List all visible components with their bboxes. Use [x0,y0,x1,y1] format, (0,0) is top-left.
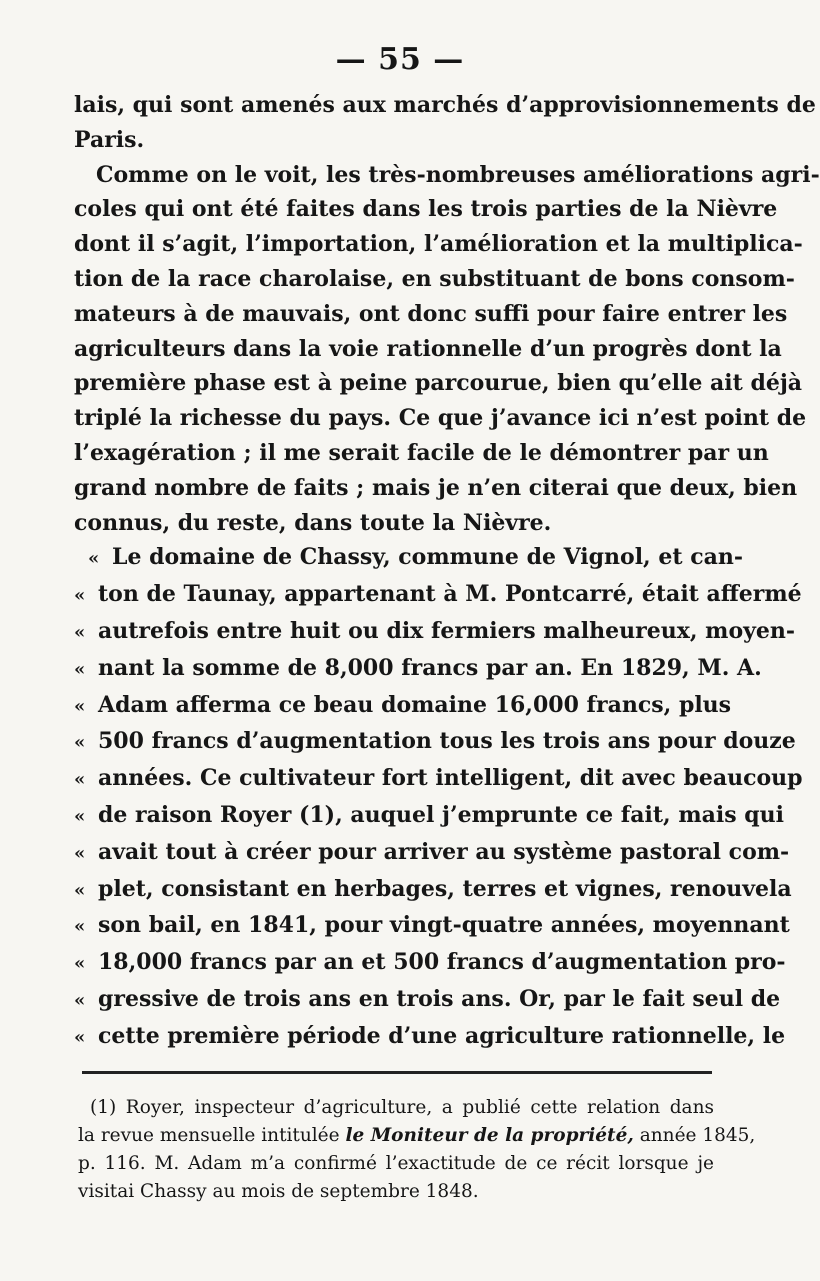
guillemet-mark: « [74,658,86,680]
guillemet-mark: « [74,953,86,975]
quote-line-text: Adam afferma ce beau domaine 16,000 francs, plus [98,691,732,718]
quote-line [74,577,802,614]
guillemet-mark: « [74,842,86,864]
page-number: — 55 — [335,42,465,77]
quote-line-text: plet, consistant en herbages, terres et vignes, renouvela [98,875,792,902]
quote-line-text: années. Ce cultivateur fort intelligent, dit avec beaucoup [98,765,803,792]
quote-line-text: Le domaine de Chassy, commune de Vignol, et can- [112,544,743,571]
footnote-line: p. 116. M. Adam m’a confirmé l’exactitude de ce récit lorsque je [78,1153,714,1174]
quote-line-text: autrefois entre huit ou dix fermiers malheureux, moyen- [98,617,796,644]
quote-line-text: 18,000 francs par an et 500 francs d’augmentation pro- [98,949,786,976]
text-line: triplé la richesse du pays. Ce que j’avance ici n’est point de [74,405,807,432]
quote-line-text: gressive de trois ans en trois ans. Or, par le fait seul de [98,985,781,1012]
quote-line [74,982,781,1019]
text-line: première phase est à peine parcourue, bien qu’elle ait déjà [74,370,803,397]
quote-line-text: son bail, en 1841, pour vingt-quatre années, moyennant [98,912,790,939]
footnote-line: visitai Chassy au mois de septembre 1848. [78,1181,479,1202]
footnote-divider [82,1071,712,1074]
guillemet-mark: « [88,548,100,570]
quote-line [74,614,796,651]
quote-line [74,651,762,688]
quotation [74,540,803,1055]
quote-line [74,688,732,725]
quote-line-text: cette première période d’une agriculture rationnelle, le [98,1022,786,1049]
quote-line [74,1019,786,1056]
footnote-line [78,1122,756,1150]
footnote [78,1094,756,1206]
text-line: lais, qui sont amenés aux marchés d’approvisionnements de [74,92,816,118]
quote-line-text: ton de Taunay, appartenant à M. Pontcarré, était affermé [98,581,802,608]
text-line: mateurs à de mauvais, ont donc suffi pour faire entrer les [74,300,788,327]
footnote-line: (1) Royer, inspecteur d’agriculture, a publié cette relation dans [90,1097,714,1118]
text-line: tion de la race charolaise, en substituant de bons consom- [74,265,795,292]
footnote-text: année 1845, [633,1125,756,1146]
quote-line-text: de raison Royer (1), auquel j’emprunte ce fait, mais qui [98,801,784,828]
text-line: connus, du reste, dans toute la Nièvre. [74,509,552,536]
text-line: l’exagération ; il me serait facile de le démontrer par un [74,439,769,466]
quote-line [74,724,796,761]
guillemet-mark: « [74,695,86,717]
guillemet-mark: « [74,769,86,791]
quote-line [74,908,790,945]
footnote-text: la revue mensuelle intitulée [78,1125,346,1146]
text-line: dont il s’agit, l’importation, l’amélioration et la multiplica- [74,231,803,258]
guillemet-mark: « [74,732,86,754]
quote-line [74,761,803,798]
guillemet-mark: « [74,805,86,827]
guillemet-mark: « [74,585,86,607]
guillemet-mark: « [74,1026,86,1048]
guillemet-mark: « [74,621,86,643]
text-line: coles qui ont été faites dans les trois parties de la Nièvre [74,196,778,223]
text-line: Comme on le voit, les très-nombreuses améliorations agri- [96,161,820,188]
quote-line-text: nant la somme de 8,000 francs par an. En 1829, M. A. [98,654,762,681]
quote-line [74,872,792,909]
main-text [74,88,820,1056]
quote-line-text: 500 francs d’augmentation tous les trois ans pour douze [98,728,796,755]
quote-line [74,798,784,835]
quote-line-text: avait tout à créer pour arriver au système pastoral com- [98,838,790,865]
guillemet-mark: « [74,989,86,1011]
journal-title: le Moniteur de la propriété, [345,1125,634,1146]
quote-line [74,945,786,982]
quote-line [74,540,743,577]
text-line: grand nombre de faits ; mais je n’en citerai que deux, bien [74,474,798,501]
text-line: Paris. [74,126,145,153]
guillemet-mark: « [74,916,86,938]
quote-line [74,835,790,872]
text-line: agriculteurs dans la voie rationnelle d’un progrès dont la [74,335,782,362]
guillemet-mark: « [74,879,86,901]
